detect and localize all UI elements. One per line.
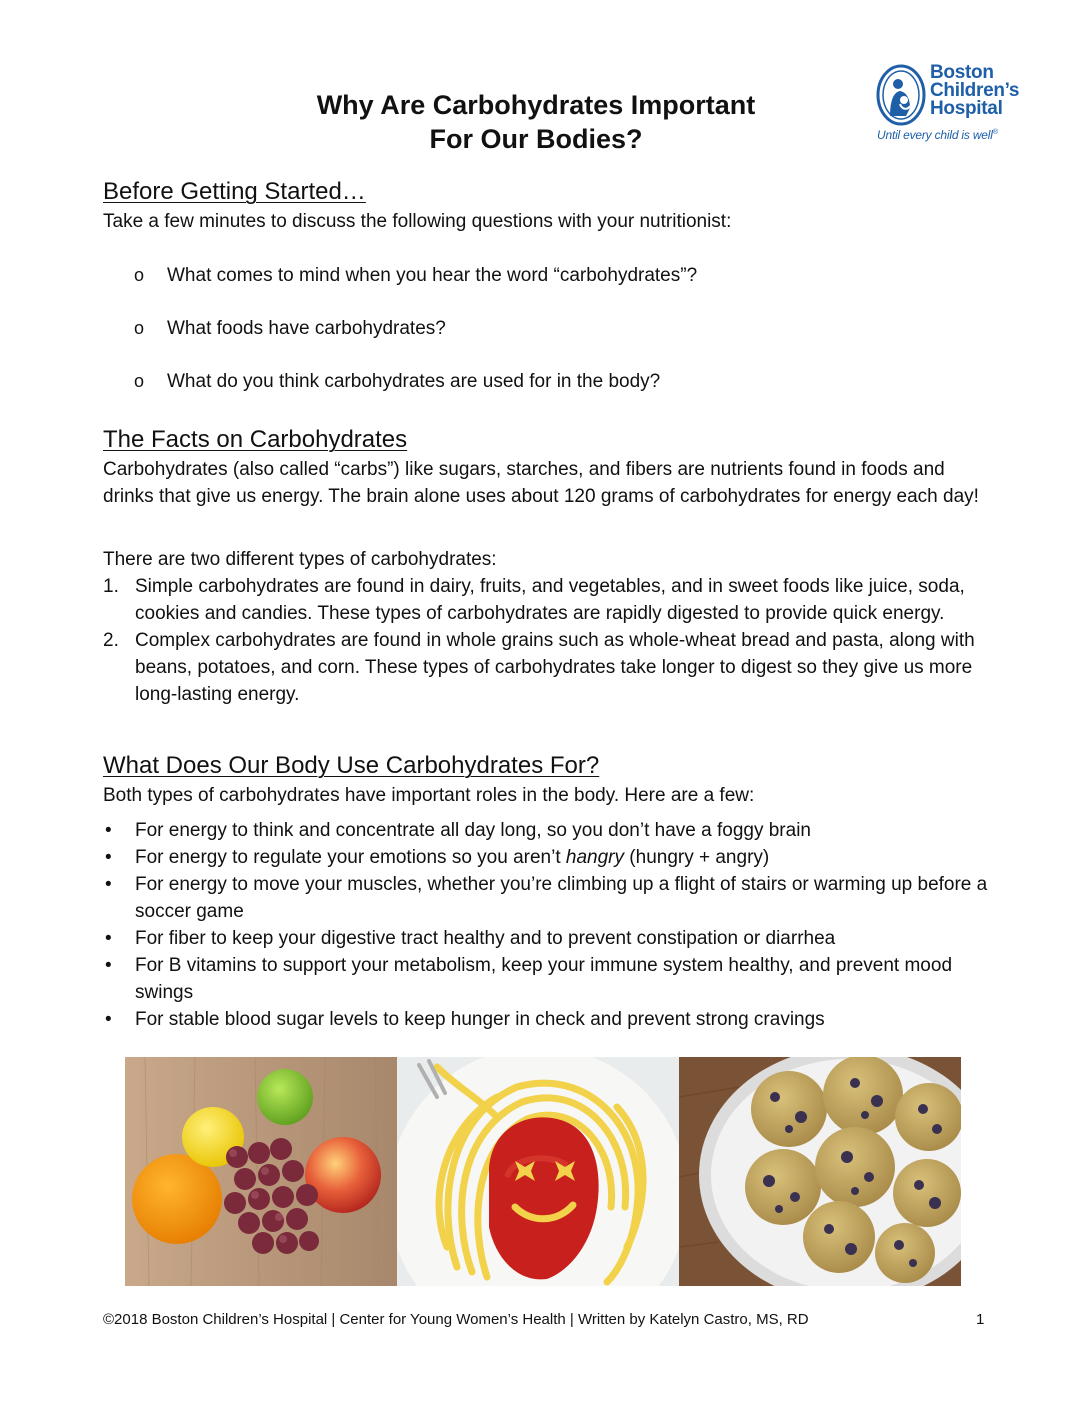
- list-item: • For fiber to keep your digestive tract healthy and to prevent constipation or diarrhea: [103, 925, 1003, 952]
- section-heading-uses: What Does Our Body Use Carbohydrates For?: [103, 752, 600, 779]
- pasta-face-photo: [397, 1057, 679, 1286]
- fruit-photo: [125, 1057, 397, 1286]
- question-marker: o: [134, 318, 145, 338]
- list-item: 2. Complex carbohydrates are found in whole grains such as whole-wheat bread and pasta, along with beans, potatoes, and corn. These types of carbohydrates take longer to digest so they give us more long-lasting energy.: [103, 627, 993, 708]
- list-item: • For stable blood sugar levels to keep hunger in check and prevent strong cravings: [103, 1006, 1003, 1033]
- page-number: 1: [976, 1311, 985, 1328]
- list-item: • For energy to move your muscles, whether you’re climbing up a flight of stairs or warming up before a soccer game: [103, 871, 1003, 925]
- logo-line-3: Hospital: [930, 98, 1003, 119]
- list-item: • For energy to regulate your emotions so you aren’t hangry (hungry + angry): [103, 844, 1003, 871]
- logo-wordmark: [930, 64, 1019, 118]
- blueberry-muffins-photo: [679, 1057, 961, 1286]
- uses-list: [103, 817, 1003, 1033]
- emphasis-hangry: hangry: [565, 847, 625, 868]
- list-number: 1.: [103, 576, 119, 597]
- logo-trademark: ®: [992, 129, 998, 136]
- list-item: • For energy to think and concentrate all day long, so you don’t have a foggy brain: [103, 817, 1003, 844]
- page-title: [180, 88, 892, 156]
- question-item: o What foods have carbohydrates?: [134, 315, 446, 342]
- list-item: • For B vitamins to support your metabolism, keep your immune system healthy, and prevent mood swings: [103, 952, 1003, 1006]
- question-item: o What do you think carbohydrates are used for in the body?: [134, 368, 660, 395]
- section1-intro: Take a few minutes to discuss the following questions with your nutritionist:: [103, 211, 732, 232]
- list-number: 2.: [103, 630, 119, 651]
- footer-text: ©2018 Boston Children’s Hospital | Center for Young Women’s Health | Written by Katelyn Castro, MS, RD: [103, 1311, 809, 1328]
- bullet: •: [105, 928, 112, 949]
- bullet: •: [105, 955, 112, 976]
- question-item: o What comes to mind when you hear the word “carbohydrates”?: [134, 262, 697, 289]
- question-marker: o: [134, 265, 145, 285]
- hospital-logo: [876, 62, 1046, 142]
- types-intro: There are two different types of carbohydrates:: [103, 549, 497, 570]
- facts-paragraph: Carbohydrates (also called “carbs”) like sugars, starches, and fibers are nutrients found in foods and drinks that give us energy. The brain alone uses about 120 grams of carbohydrates for energy each day!: [103, 459, 979, 507]
- title-line-2: For Our Bodies?: [429, 124, 643, 154]
- section-heading-facts: The Facts on Carbohydrates: [103, 426, 408, 453]
- logo-line-1: Boston: [930, 62, 994, 83]
- uses-intro: Both types of carbohydrates have important roles in the body. Here are a few:: [103, 785, 755, 806]
- bullet: •: [105, 874, 112, 895]
- bullet: •: [105, 820, 112, 841]
- question-marker: o: [134, 371, 145, 391]
- logo-line-2: Children’s: [930, 80, 1020, 101]
- food-photo-strip: [125, 1057, 961, 1286]
- logo-tagline: Until every child is well®: [877, 128, 998, 142]
- section-heading-before: Before Getting Started…: [103, 178, 366, 205]
- bullet: •: [105, 1009, 112, 1030]
- list-item: 1. Simple carbohydrates are found in dairy, fruits, and vegetables, and in sweet foods like juice, soda, cookies and candies. These types of carbohydrates are rapidly digested to provide quick energy.: [103, 573, 993, 627]
- bullet: •: [105, 847, 112, 868]
- title-line-1: Why Are Carbohydrates Important: [316, 90, 756, 120]
- carb-types-list: [103, 573, 993, 708]
